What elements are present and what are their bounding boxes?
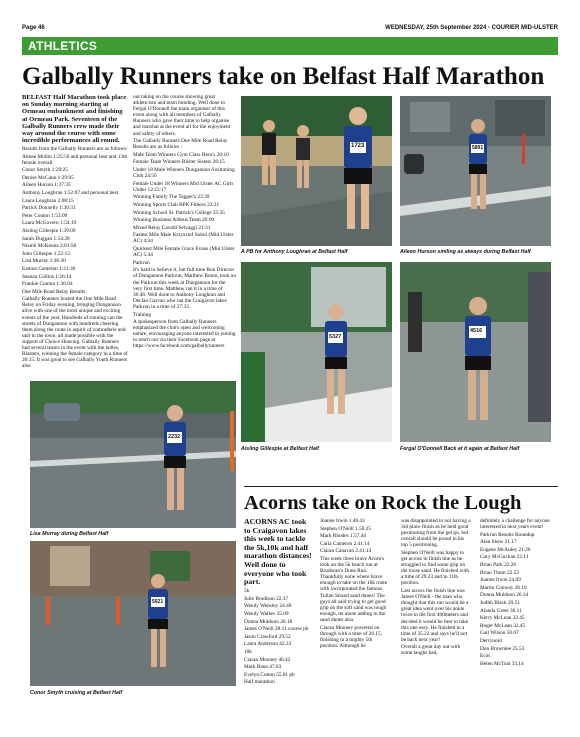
- paragraph: Ecos: [480, 653, 491, 660]
- paragraph: James O'Neill 28.11 course pb: [244, 626, 309, 633]
- caption-aisling-gillespie: Aisling Gillespie at Belfast Half: [241, 446, 320, 452]
- paragraph: Results from the Galbally Runners are as follows:: [22, 145, 128, 152]
- paragraph: Donna Muldoon 26.34: [480, 592, 529, 599]
- paragraph: Ciaran Mooney powered on through with a time of 26.15, finishing in a mighty 5th position. Although he: [320, 624, 382, 649]
- paragraph: Sarah Duggan 1:54:28: [22, 235, 70, 242]
- paragraph: 10k: [244, 649, 252, 655]
- paragraph: Aileen Hurson 1:37:35: [22, 182, 71, 189]
- paragraph: Wendy Wensley 24.40: [244, 603, 292, 610]
- paragraph: Laura McGovern 1:54:19: [22, 220, 77, 227]
- photo-fergal-odonnell: [400, 262, 551, 442]
- paragraph: Evelyn Cotton 55.01 pb: [244, 671, 295, 678]
- paragraph: Aimee Mullin 1:25:59 and personal best and 13th female overall: [22, 153, 128, 166]
- paragraph: Anthony Loughran 1:52:07 and personal best: [22, 189, 119, 196]
- paragraph: Martin Conway 26.10: [480, 584, 527, 591]
- acorns-column-4: [480, 518, 558, 730]
- paragraph: Judith Black 29.51: [480, 600, 520, 607]
- paragraph: Female Team Winners Blister Sisters 26:15: [133, 159, 225, 166]
- paragraph: Kerry McLean 32.45: [480, 615, 525, 622]
- paragraph: Alan Shaw 21.17: [480, 539, 517, 546]
- paragraph: Galbally Runners hosted the One Mile Road Relay on Friday evening, bringing Dungannon alive with one of the most unique and exciting events of the year. Hundreds of running can the streets of Dungannon with hundreds cheering them along the route in aspirit of comraderie and unit in the town, all made possible with the support of Choice Housing. Galbally Runners had several teams in the event with the ladies, Blasters, winning the female category in a time of 26:15. It was great to see Galbally Youth Runners also: [22, 296, 128, 370]
- paragraph: Mark Rhodes 1.57.44: [320, 533, 366, 540]
- paragraph: 5k: [244, 588, 250, 595]
- paragraph: Stephen O'Neill 1.50.25: [320, 525, 371, 532]
- paragraph: Winning Business Aldous Team 26:00: [133, 217, 215, 224]
- paragraph: Joanne Irwin 1.46.43: [320, 518, 365, 524]
- paragraph: Ciaran Mooney 46.42: [244, 656, 291, 663]
- paragraph: Laura Anderson 42.33: [244, 641, 292, 648]
- paragraph: Gary McGuckan 22.11: [480, 554, 529, 561]
- paragraph: Wendy Walker 25.09: [244, 611, 289, 618]
- paragraph: Don Brownlee 25.53: [480, 645, 525, 652]
- section-label: ATHLETICS: [28, 39, 98, 53]
- bib-number: 4516: [470, 328, 483, 334]
- section-rule: [244, 486, 558, 487]
- paragraph: Seanan Collins 1:26:14: [22, 273, 72, 280]
- paragraph: Winning School St. Patrick's College 25:35: [133, 209, 225, 216]
- paragraph: Conor Smyth 1:29:25: [22, 167, 68, 174]
- paragraph: Parkrun: [133, 259, 150, 266]
- dateline: WEDNESDAY, 25th September 2024 - COURIER MID-ULSTER: [385, 25, 558, 31]
- paragraph: Alanda Greer 30.11: [480, 607, 522, 614]
- paragraph: Last across the finish line was James O'Neill - the man who thought that this run would be a great idea went over his ankle twice in the first 400meters and decided it would be best to take this one easy. He finished in a time of 35.22 and says he'll not be back next year!: [401, 588, 469, 643]
- paragraph: Under 18 Male Winners Dungannon Swimming Club 24:56: [133, 167, 235, 180]
- paragraph: Frankie Conlon 1:36:04: [22, 281, 73, 288]
- paragraph: definitely a challenge for anyone interested in next years event!: [480, 518, 550, 531]
- paragraph: Aisling Gillespie 1:39:09: [22, 227, 76, 234]
- section-banner: [22, 37, 558, 55]
- paragraph: Fastest Mile Male Krzysztof Sobol (Mid Ulster AC) 4:34: [133, 232, 234, 245]
- photo-anthony-loughran: [241, 96, 392, 246]
- paragraph: Roger McLean 32.45: [480, 622, 526, 629]
- galbally-column-2: [133, 94, 236, 380]
- paragraph: Donna Muldoon 26.18: [244, 618, 293, 625]
- paragraph: Helen McToal 33.14: [480, 660, 524, 667]
- paragraph: It's hard to believe it, but full time Run Director of Dungannon Parkrun, Matthew Braun, took on the Parkrun this week at Dungannon for the very first time. Matthew ran it in a time of 36:46. Well done to Anthony Loughran and Declan Garvan who ran the Craigavon lakes Parkrun in a time of 27:33.: [133, 267, 236, 310]
- acorns-column-3: [401, 518, 471, 730]
- paragraph: BELFAST Half Marathon took place on Sunday morning starting at Ormeau embankment and finishing at Ormeau Park. Seventeen of the Galbally Runners crew made their way around the course with some incredible performances all round.: [22, 94, 127, 145]
- paragraph: Overall a great day out with some laughs had,: [401, 644, 461, 657]
- paragraph: Julie Brodison 22.37: [244, 595, 288, 602]
- photo-aisling-gillespie: [241, 262, 392, 442]
- paragraph: out taking on the course showing great athleticism and team bonding. Well done to Fergal O'Donnell the main organiser of this event along with all members of Galbally Runners who gave their time to help organise and marshal at the event all for the enjoyment and safety of others.: [133, 94, 231, 137]
- paragraph: Jason Crawford 29.52: [244, 633, 291, 640]
- photo-lisa-murray: [30, 381, 236, 528]
- paragraph: Training: [133, 311, 152, 318]
- paragraph: Denise McCann 1:29:05: [22, 174, 74, 181]
- paragraph: This week three brave Acorn's took on the 5k beach run at Brudoran's Dune Run. Thankfully none where brave enough to take on the 10k route with incorporated the famous Tullan Strand sand dunes! The guys all said trying to get good grip on the soft sand was tough enough, let alone adding in the sand dunes also.: [320, 555, 388, 623]
- bib-number: 5327: [329, 334, 342, 340]
- acorns-headline: Acorns take on Rock the Lough: [244, 492, 522, 514]
- caption-conor-smyth: Conor Smyth cruising at Belfast Half: [30, 690, 123, 696]
- paragraph: Mixed Relay Cavalli Selvaggi 21:31: [133, 224, 211, 231]
- caption-fergal-odonnell: Fergal O'Donnell Back at it again at Belfast Half: [400, 446, 520, 452]
- caption-anthony-loughran: A PB for Anthony Loughran at Belfast Half: [241, 249, 348, 255]
- bib-number: 1723: [351, 143, 365, 149]
- paragraph: John Gillespie 1:22:12: [22, 250, 70, 257]
- page-header: [22, 25, 558, 35]
- paragraph: Male Team Winners Gym Class Hero's 20:10: [133, 151, 229, 158]
- caption-aileen-hurson: Aileen Hurson smiling as always during Belfast Half: [400, 249, 531, 255]
- acorns-column-2: [320, 518, 390, 730]
- paragraph: Carla Cameron 2.41.14: [320, 540, 370, 547]
- paragraph: Winning Family The Tagger's 23:39: [133, 194, 210, 201]
- bib-number: 5891: [472, 145, 484, 151]
- bib-number: 5021: [152, 599, 164, 605]
- paragraph: Eugene McAuley 21.20: [480, 546, 531, 553]
- paragraph: One Mile Road Relay Results: [22, 288, 86, 295]
- paragraph: A spokesperson from Galbally Runners emphasized the club's open and welcoming nature, encouraging anyone interested in joining to reach out via their Facebook page at https://www.facebook.com/galballyrunners: [133, 319, 236, 350]
- paragraph: Stephen O'Neill was happy to get across in finish line as he struggled to find some grip on the loose sand. He finished with a time of 29.23 and in 11th position.: [401, 549, 469, 587]
- page-number: Page 46: [22, 25, 45, 31]
- paragraph: Laura Loughran 2:08:15: [22, 197, 74, 204]
- paragraph: Parkrun Results Roundup: [480, 531, 535, 538]
- paragraph: Lisa Murray 1:36:30: [22, 258, 66, 265]
- paragraph: Winning Sports Club BPK Fitness 23:21: [133, 202, 220, 208]
- paragraph: ACORNS AC took to Craigavon lakes this week to tackle the 5k,10k and half marathon distances! Well done to everyone who took part.: [244, 518, 312, 587]
- bib-number: 2232: [168, 434, 181, 440]
- paragraph: Ciaran Canavan 2.41.14: [320, 548, 372, 555]
- galbally-column-1: [22, 94, 128, 382]
- paragraph: Quickest Mile Female Grace Evans (Mid Ulster AC) 5:44: [133, 246, 235, 259]
- caption-lisa-murray: Lisa Murray during Belfast Half: [30, 531, 109, 537]
- paragraph: Peter Conlon 1:53:09: [22, 212, 68, 219]
- paragraph: Patrick Donnelly 1:30:31: [22, 205, 76, 212]
- paragraph: Female Under 18 Winners Mid Ulster AC Girls Under 12 23:17: [133, 180, 234, 193]
- paragraph: Brian Thom 22.53: [480, 569, 519, 576]
- photo-conor-smyth: [30, 541, 236, 686]
- paragraph: Brian Park 22.26: [480, 562, 517, 569]
- paragraph: Gail Wilson 50.07: [480, 630, 519, 637]
- paragraph: Half marathon: [244, 679, 275, 686]
- paragraph: was disappointed in not having a 3rd place finish as he held good positioning from the get go, but overall should be proud in his top 5 positioning.: [401, 518, 471, 549]
- paragraph: Mark Bann 47.03: [244, 664, 282, 671]
- paragraph: Derrynoid: [480, 638, 502, 644]
- paragraph: The Galbally Runners One Mile Road Relay Results are as follows :: [133, 138, 228, 151]
- photo-aileen-hurson: [400, 96, 551, 246]
- paragraph: Eamon Cameron 1:21:30: [22, 265, 76, 272]
- main-headline: Galbally Runners take on Belfast Half Marathon: [22, 63, 545, 90]
- paragraph: Niamh McKenna 2:01:58: [22, 243, 77, 250]
- paragraph: Joanne Irwin 24.09: [480, 577, 521, 584]
- acorns-column-1: [244, 518, 314, 730]
